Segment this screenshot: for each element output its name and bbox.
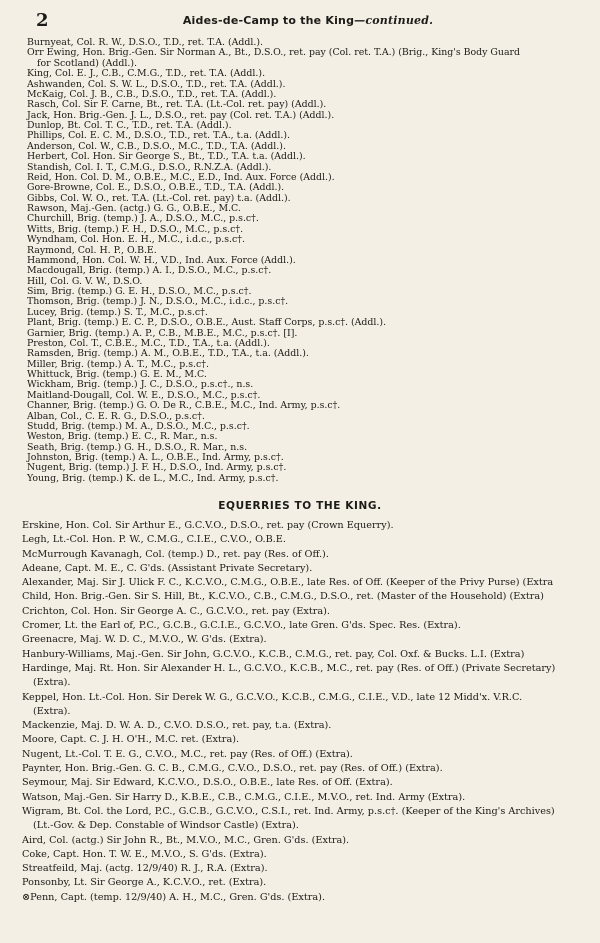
entry-text: Sim, Brig. (temp.) G. E. H., D.S.O., M.C., p.s.c†. <box>27 286 252 297</box>
entry-line <box>22 519 590 533</box>
entry-text: Reid, Hon. Col. D. M., O.B.E., M.C., E.D., Ind. Aux. Force (Addl.). <box>27 171 335 183</box>
entry-line <box>22 791 590 805</box>
entry-line <box>22 848 590 862</box>
entry-text: Nugent, Brig. (temp.) J. F. H., D.S.O., Ind. Army, p.s.c†. <box>27 462 287 474</box>
entry-text: (Extra). <box>33 705 71 717</box>
entry-text: Crichton, Col. Hon. Sir George A. C., G.C.V.O., ret. pay (Extra). <box>22 605 330 617</box>
entry-text: Churchill, Brig. (temp.) J. A., D.S.O., M.C., p.s.c†. <box>27 213 259 225</box>
entry-text: Adeane, Capt. M. E., C. G'ds. (Assistant Private Secretary). <box>22 562 313 574</box>
entry-text: Anderson, Col. W., C.B., D.S.O., M.C., T.D., T.A. (Addl.). <box>27 140 286 152</box>
running-title-text: Aides-de-Camp to the King <box>182 14 355 27</box>
entry-line <box>22 805 590 819</box>
entry-text: Preston, Col. T., C.B.E., M.C., T.D., T.A., t.a. (Addl.). <box>27 337 270 349</box>
entry-text: Ramsden, Brig. (temp.) A. M., O.B.E., T.D., T.A., t.a. (Addl.). <box>27 348 309 360</box>
entry-line <box>22 605 590 619</box>
entry-text: Moore, Capt. C. J. H. O'H., M.C. ret. (Extra). <box>22 734 240 746</box>
entry-line <box>22 633 590 647</box>
entry-line <box>22 719 590 733</box>
entry-text: Nugent, Lt.-Col. T. E. G., C.V.O., M.C., ret. pay (Res. of Off.) (Extra). <box>22 748 353 760</box>
entry-continuation-line <box>22 819 590 833</box>
entry-text: Seymour, Maj. Sir Edward, K.C.V.O., D.S.O., O.B.E., late Res. of Off. (Extra). <box>22 777 393 789</box>
entry-text: Keppel, Hon. Lt.-Col. Hon. Sir Derek W. G., G.C.V.O., K.C.B., C.M.G., C.I.E., V.D., late 12 Midd'x. V.R.C. <box>22 691 523 703</box>
entry-text: Aird, Col. (actg.) Sir John R., Bt., M.V.O., M.C., Gren. G'ds. (Extra). <box>22 834 350 846</box>
entry-line <box>22 548 590 562</box>
entry-text: Paynter, Hon. Brig.-Gen. G. C. B., C.M.G., C.V.O., D.S.O., ret. pay (Res. of Off.) (Extra). <box>22 763 443 775</box>
entry-text: King, Col. E. J., C.B., C.M.G., T.D., ret. T.A. (Addl.). <box>27 68 266 80</box>
entry-line <box>22 862 590 876</box>
entry-text: Seath, Brig. (temp.) G. H., D.S.O., R. Mar., n.s. <box>27 441 248 453</box>
entry-text: Burnyeat, Col. R. W., D.S.O., T.D., ret. T.A. (Addl.). <box>27 37 264 48</box>
entry-mark-symbol: ⊗ <box>22 891 31 903</box>
running-title-suffix: —continued. <box>354 14 434 27</box>
entry-text: Alexander, Maj. Sir J. Ulick F. C., K.C.V.O., C.M.G., O.B.E., late Res. of Off. (Keeper of the Privy Purse) (Extra <box>22 577 554 589</box>
entry-text: Cromer, Lt. the Earl of, P.C., G.C.B., G.C.I.E., G.C.V.O., late Gren. G'ds. Spec. Res. (Extra). <box>22 620 461 632</box>
entry-text: Studd, Brig. (temp.) M. A., D.S.O., M.C., p.s.c†. <box>27 420 250 432</box>
equerries-list <box>22 519 590 905</box>
entry-line <box>22 891 590 905</box>
entry-line <box>22 662 590 676</box>
entry-line <box>22 834 590 848</box>
entry-line <box>22 748 590 762</box>
entry-text: Ashwanden, Col. S. W. L., D.S.O., T.D., ret. T.A. (Addl.). <box>27 78 286 90</box>
entry-text: Legh, Lt.-Col. Hon. P. W., C.M.G., C.I.E., C.V.O., O.B.E. <box>22 534 286 546</box>
entry-text: Channer, Brig. (temp.) G. O. De R., C.B.E., M.C., Ind. Army, p.s.c†. <box>27 400 341 412</box>
entry-line <box>22 533 590 547</box>
page-number: 2 <box>36 10 49 31</box>
entry-line <box>22 762 590 776</box>
entry-text: Standish, Col. I. T., C.M.G., D.S.O., R.N.Z.A. (Addl.). <box>27 161 272 173</box>
entry-text: Rasch, Col. Sir F. Carne, Bt., ret. T.A. (Lt.-Col. ret. pay) (Addl.). <box>27 99 327 111</box>
entry-text: Miller, Brig. (temp.) A. T., M.C., p.s.c†. <box>27 358 209 370</box>
entry-text: Alban, Col., C. E. R. G., D.S.O., p.s.c†. <box>27 410 205 422</box>
entry-text: Wickham, Brig. (temp.) J. C., D.S.O., p.s.c†., n.s. <box>27 379 254 391</box>
entry-text: Streatfeild, Maj. (actg. 12/9/40) R. J., R.A. (Extra). <box>22 863 268 875</box>
entry-text: Penn, Capt. (temp. 12/9/40) A. H., M.C., Gren. G'ds. (Extra). <box>30 891 326 903</box>
entry-text: Hanbury-Williams, Maj.-Gen. Sir John, G.C.V.O., K.C.B., C.M.G., ret. pay, Col. Oxf. & Bucks. L.I. (Extra) <box>22 648 525 660</box>
entry-text: Child, Hon. Brig.-Gen. Sir S. Hill, Bt., K.C.V.O., C.B., C.M.G., D.S.O., ret. (Master of the Household) (Extra) <box>22 591 544 603</box>
entry-text: Lucey, Brig. (temp.) S. T., M.C., p.s.c†. <box>27 306 208 318</box>
running-title <box>36 14 580 27</box>
entry-text: Phillips, Col. E. C. M., D.S.O., T.D., ret. T.A., t.a. (Addl.). <box>27 130 290 142</box>
entry-text: McMurrough Kavanagh, Col. (temp.) D., ret. pay (Res. of Off.). <box>22 548 329 560</box>
entry-text: Dunlop, Bt. Col. T. C., T.D., ret. T.A. (Addl.). <box>27 120 232 131</box>
entry-text: Gore-Browne, Col. E., D.S.O., O.B.E., T.D., T.A. (Addl.). <box>27 182 285 194</box>
entry-text: Coke, Capt. Hon. T. W. E., M.V.O., S. G'ds. (Extra). <box>22 848 267 860</box>
entry-text: Jack, Hon. Brig.-Gen. J. L., D.S.O., ret. pay (Col. ret. T.A.) (Addl.). <box>27 109 335 121</box>
entry-continuation-line <box>22 705 590 719</box>
entry-text: Raymond, Col. H. P., O.B.E. <box>27 244 157 256</box>
entry-line <box>22 562 590 576</box>
entry-text: Plant, Brig. (temp.) E. C. P., D.S.O., O.B.E., Aust. Staff Corps, p.s.c†. (Addl.). <box>27 317 387 329</box>
entry-continuation-line <box>22 676 590 690</box>
entry-line <box>22 876 590 890</box>
entry-text: McKaig, Col. J. B., C.B., D.S.O., T.D., ret. T.A. (Addl.). <box>27 88 277 100</box>
entry-line <box>22 590 590 604</box>
entry-line <box>22 776 590 790</box>
entry-text: Witts, Brig. (temp.) F. H., D.S.O., M.C., p.s.c†. <box>27 223 244 235</box>
entry-text: (Lt.-Gov. & Dep. Constable of Windsor Castle) (Extra). <box>33 820 299 832</box>
entry-text: Whittuck, Brig. (temp.) G. E. M., M.C. <box>27 369 207 380</box>
entry-text: Young, Brig. (temp.) K. de L., M.C., Ind. Army, p.s.c†. <box>27 472 279 484</box>
entry-text: Rawson, Maj.-Gen. (actg.) G. G., O.B.E., M.C. <box>27 203 241 214</box>
entry-text: Orr Ewing, Hon. Brig.-Gen. Sir Norman A., Bt., D.S.O., ret. pay (Col. ret. T.A.) (Brig., King's Body Guard <box>27 47 521 59</box>
entry-text: Gibbs, Col. W. O., ret. T.A. (Lt.-Col. ret. pay) t.a. (Addl.). <box>27 192 291 204</box>
entry-text: (Extra). <box>33 677 71 689</box>
entry-line <box>22 733 590 747</box>
entry-text: Weston, Brig. (temp.) E. C., R. Mar., n.s. <box>27 431 218 443</box>
entry-line <box>22 619 590 633</box>
entry-text: Johnston, Brig. (temp.) A. L., O.B.E., Ind. Army, p.s.c†. <box>27 452 284 463</box>
entry-text: Hardinge, Maj. Rt. Hon. Sir Alexander H. L., G.C.V.O., K.C.B., M.C., ret. pay (Res. of Off.) (Private Secretary) <box>22 662 556 674</box>
entry-text: Macdougall, Brig. (temp.) A. I., D.S.O., M.C., p.s.c†. <box>27 265 272 277</box>
entry-line <box>22 691 590 705</box>
entry-line <box>22 648 590 662</box>
page-header <box>36 10 580 34</box>
entry-line <box>27 474 582 484</box>
entry-text: Herbert, Col. Hon. Sir George S., Bt., T.D., T.A. t.a. (Addl.). <box>27 151 306 163</box>
entry-text: Wigram, Bt. Col. the Lord, P.C., G.C.B., G.C.V.O., C.S.I., ret. Ind. Army, p.s.c†. (Keeper of the King's Archives) <box>22 805 555 817</box>
entry-text: Wyndham, Col. Hon. E. H., M.C., i.d.c., p.s.c†. <box>27 234 245 246</box>
entry-text: Maitland-Dougall, Col. W. E., D.S.O., M.C., p.s.c†. <box>27 389 261 401</box>
entry-text: Greenacre, Maj. W. D. C., M.V.O., W. G'ds. (Extra). <box>22 634 267 646</box>
equerries-heading: EQUERRIES TO THE KING. <box>218 500 382 512</box>
entry-text: Erskine, Hon. Col. Sir Arthur E., G.C.V.O., D.S.O., ret. pay (Crown Equerry). <box>22 520 394 531</box>
entry-text: Ponsonby, Lt. Sir George A., K.C.V.O., ret. (Extra). <box>22 877 267 889</box>
aides-de-camp-list <box>27 38 582 484</box>
entry-text: Hammond, Hon. Col. W. H., V.D., Ind. Aux. Force (Addl.). <box>27 254 296 266</box>
entry-text: Hill, Col. G. V. W., D.S.O. <box>27 275 143 287</box>
entry-line <box>22 576 590 590</box>
entry-text: Thomson, Brig. (temp.) J. N., D.S.O., M.C., i.d.c., p.s.c†. <box>27 296 289 308</box>
entry-text: for Scotland) (Addl.). <box>37 57 137 69</box>
entry-text: Watson, Maj.-Gen. Sir Harry D., K.B.E., C.B., C.M.G., C.I.E., M.V.O., ret. Ind. Army (Extra). <box>22 791 466 803</box>
entry-text: Garnier, Brig. (temp.) A. P., C.B., M.B.E., M.C., p.s.c†. [I]. <box>27 327 298 339</box>
entry-text: Mackenzie, Maj. D. W. A. D., C.V.O. D.S.O., ret. pay, t.a. (Extra). <box>22 720 332 732</box>
